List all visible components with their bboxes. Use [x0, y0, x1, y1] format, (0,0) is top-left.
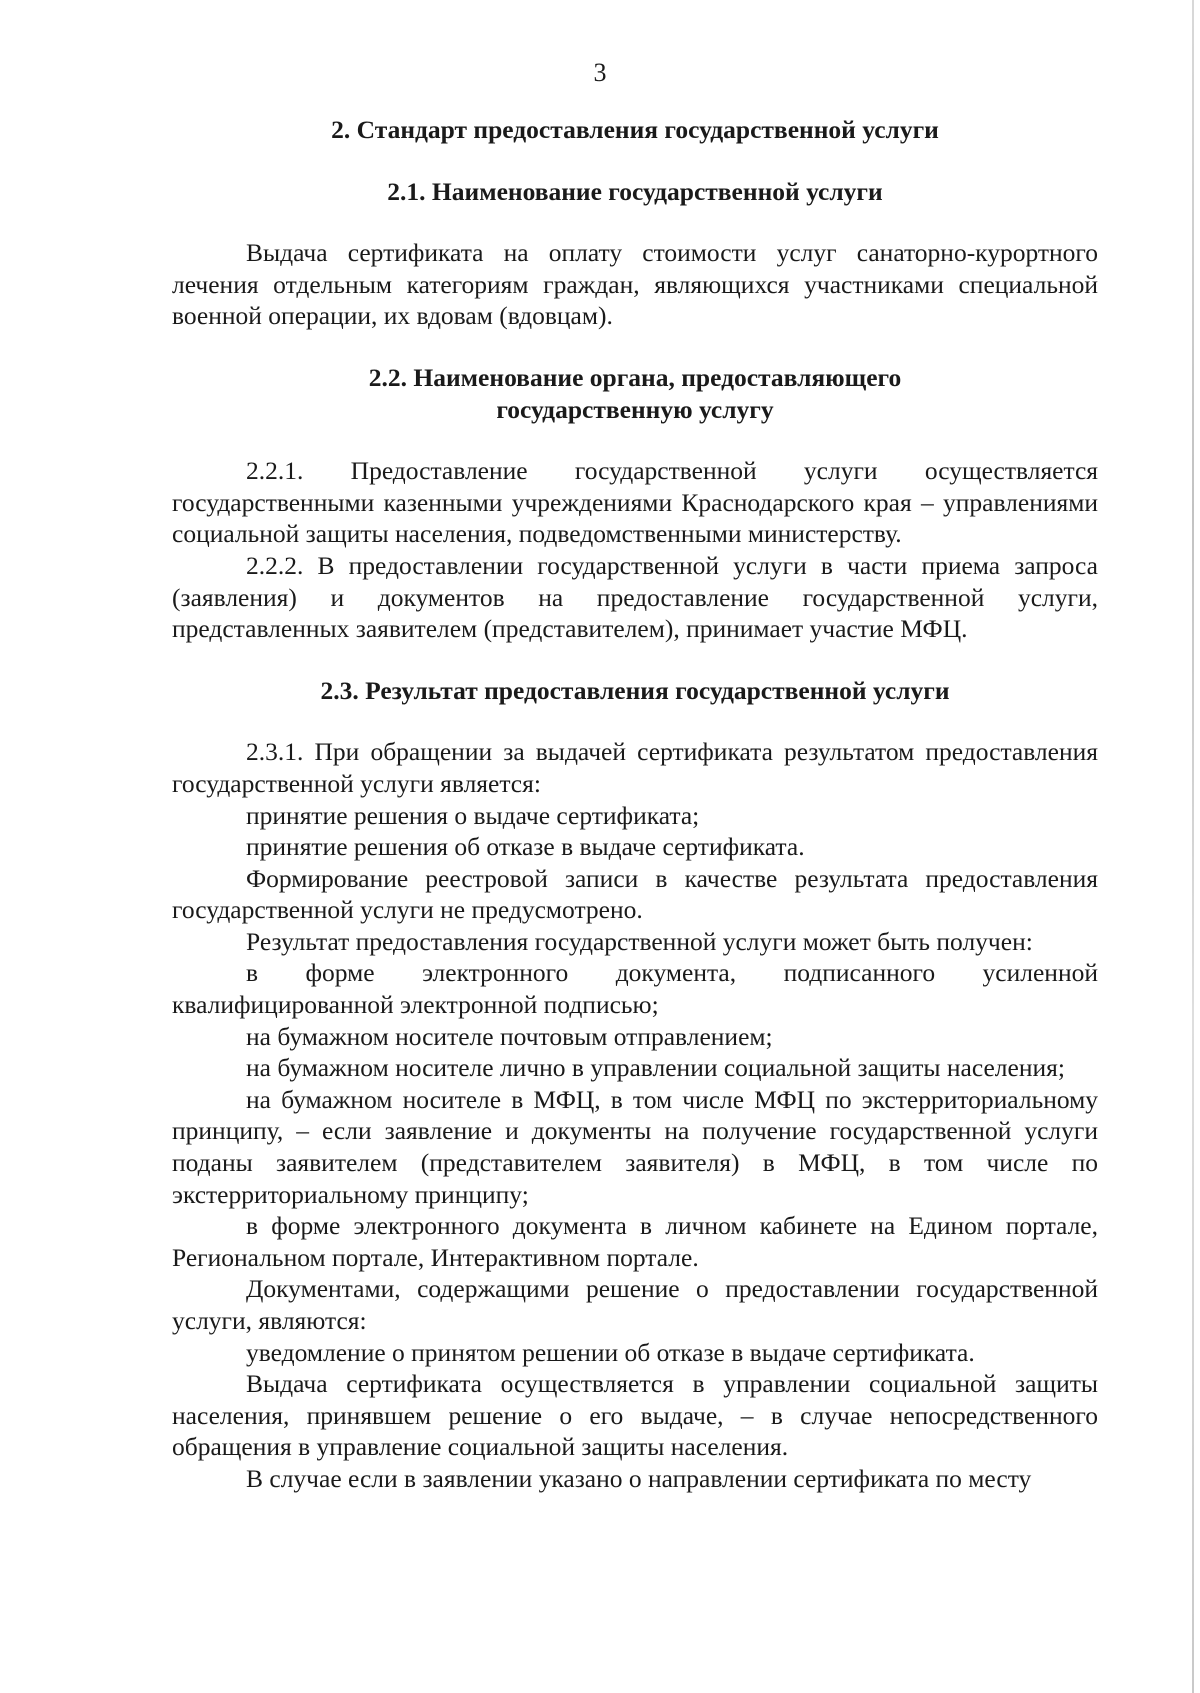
- subsection-title-2-2-line1: 2.2. Наименование органа, предоставляющего: [368, 362, 902, 392]
- list-item: принятие решения о выдаче сертификата;: [246, 800, 700, 830]
- list-item: на бумажном носителе почтовым отправлением;: [246, 1021, 773, 1051]
- subsection-title-2-3: 2.3. Результат предоставления государственной услуги: [320, 675, 950, 705]
- paragraph-2-1: Выдача сертификата на оплату стоимости услуг санаторно-курортного лечения отдельным категориям граждан, являющихся участниками специальной военной операции, их вдовам (вдовцам).: [172, 238, 1098, 331]
- paragraph: Документами, содержащими решение о предоставлении государственной услуги, являются:: [172, 1274, 1098, 1335]
- paragraph-2-3-1: 2.3.1. При обращении за выдачей сертификата результатом предоставления государственной услуги является:: [172, 737, 1098, 798]
- subsection-title-2-2-line2: государственную услугу: [496, 394, 774, 424]
- list-item: на бумажном носителе в МФЦ, в том числе МФЦ по экстерриториальному принципу, – если заявление и документы на получение государственной услуги поданы заявителем (представителем заявителя) в МФЦ, в том числе по экстерриториальному принципу;: [172, 1084, 1098, 1209]
- list-item: уведомление о принятом решении об отказе в выдаче сертификата.: [246, 1337, 975, 1367]
- paragraph: Формирование реестровой записи в качестве результата предоставления государственной услуги не предусмотрено.: [172, 863, 1098, 925]
- list-item: в форме электронного документа, подписанного усиленной квалифицированной электронной подписью;: [172, 958, 1098, 1020]
- paragraph-2-2-1: 2.2.1. Предоставление государственной услуги осуществляется государственными казенными учреждениями Краснодарского края – управлениями социальной защиты населения, подведомственными министерству.: [172, 456, 1098, 549]
- paragraph: Результат предоставления государственной услуги может быть получен:: [246, 926, 1033, 956]
- section-title: 2. Стандарт предоставления государственной услуги: [331, 115, 939, 144]
- document-body: [172, 114, 1098, 1495]
- list-item: в форме электронного документа в личном кабинете на Едином портале, Региональном портале, Интерактивном портале.: [172, 1211, 1098, 1272]
- paragraph-2-2-2: 2.2.2. В предоставлении государственной услуги в части приема запроса (заявления) и документов на предоставление государственной услуги, представленных заявителем (представителем), принимает участие МФЦ.: [172, 550, 1098, 644]
- page-edge-shadow: [1192, 0, 1194, 1693]
- paragraph: Выдача сертификата осуществляется в управлении социальной защиты населения, принявшем решение о его выдаче, – в случае непосредственного обращения в управление социальной защиты населения.: [172, 1369, 1098, 1462]
- list-item: принятие решения об отказе в выдаче сертификата.: [246, 832, 805, 862]
- paragraph: В случае если в заявлении указано о направлении сертификата по месту: [246, 1463, 1032, 1493]
- list-item: на бумажном носителе лично в управлении социальной защиты населения;: [246, 1053, 1065, 1083]
- page-number: 3: [593, 58, 607, 87]
- subsection-title-2-1: 2.1. Наименование государственной услуги: [387, 176, 883, 206]
